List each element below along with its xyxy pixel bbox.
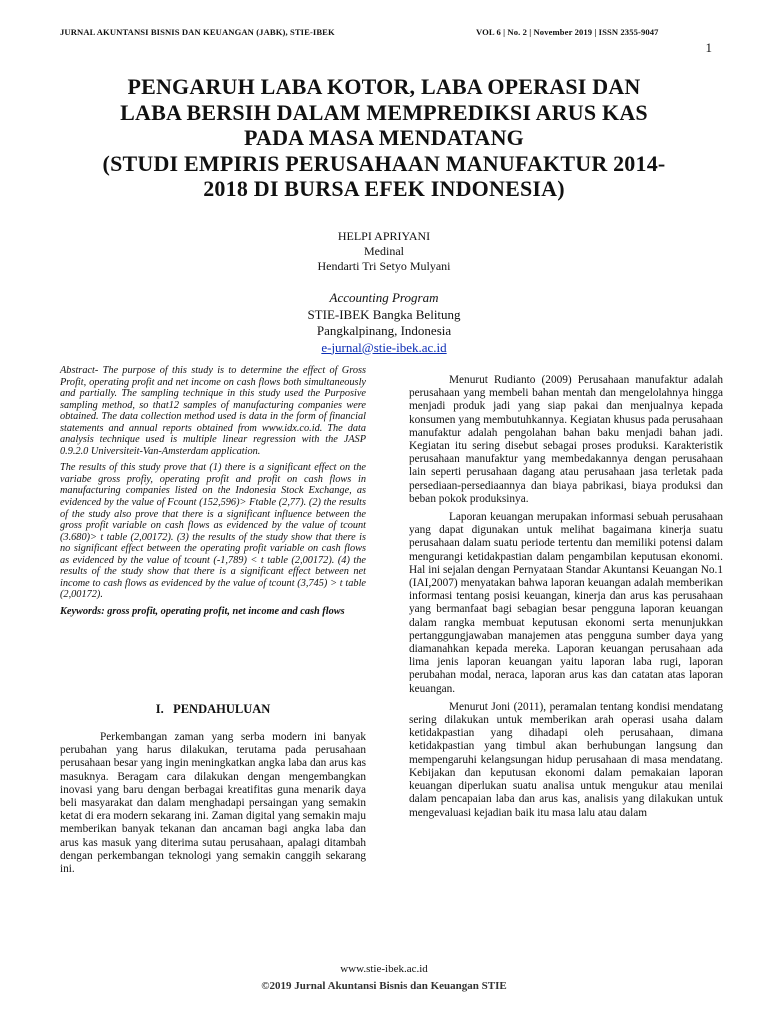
keywords: Keywords: gross profit, operating profit, net income and cash flows [60,605,345,617]
page-number: 1 [705,40,712,55]
footer-copyright: ©2019 Jurnal Akuntansi Bisnis dan Keuangan STIE [261,980,507,992]
body-paragraph: Laporan keuangan merupakan informasi sebuah perusahaan yang dapat digunakan untuk melihat bagaimana kinerja suatu perusahaan dalam suatu periode tertentu dan memiliki potensi dalam mengurangi ketidakpastian dalam pengambilan keputusan ekonomi. Hal ini sejalan dengan Pernyataan Standar Akuntansi Keuangan No.1 (IAI,2007) menyatakan bahwa laporan keuangan adalah memberikan informasi tentang posisi keuangan, kinerja dan arus kas perusahaan yang bermanfaat bagi sebagian besar pengguna laporan keuangan dalam rangka membuat keputusan ekonomi serta menunjukkan pertanggungjawaban manajemen atas pengguna sumber daya yang diamanahkan kepada mereka. Laporan keuangan perusahaan ada lima jenis laporan keuangan yaitu laporan laba rugi, laporan perubahan modal, neraca, laporan arus kas dan catatan atas laporan keuangan. [409,511,723,695]
running-header-journal: JURNAL AKUNTANSI BISNIS DAN KEUANGAN (JABK), STIE-IBEK [60,27,335,37]
title-line: LABA BERSIH DALAM MEMPREDIKSI ARUS KAS [120,99,648,125]
paper-title [60,74,708,202]
title-line: (STUDI EMPIRIS PERUSAHAAN MANUFAKTUR 2014- [102,150,666,176]
title-line: PENGARUH LABA KOTOR, LABA OPERASI DAN [127,74,641,99]
section-heading: I. PENDAHULUAN [155,702,271,716]
affiliation-block [0,290,768,356]
abstract-paragraph: The results of this study prove that (1) there is a significant effect on the variabe gross profiy, operating profit and profit on cash flows in manufacturing companies listed on the Indonesia Stock Exchange, as evidenced by the value of Fcount (152,596)> Ftable (2,77). (2) the results of the study also prove that there is a significant influence between the gross profit variable on cash flows as evidenced by the value of tcount (3.680)> t table (2,00172). (3) the results of the study show that there is no significant effect between the operating profit variable on cash flows as evidenced by the value of tcount (-1,789) < t table (2,00172). (4) the results of the study show that there is a significant effect between net income to cash flows as evidenced by the value of tcount (3,745) > t table (2,00172). [60,462,366,601]
author-name: Hendarti Tri Setyo Mulyani [317,259,451,273]
running-header-issue: VOL 6 | No. 2 | November 2019 | ISSN 2355-9047 [476,27,659,37]
affiliation-city: Pangkalpinang, Indonesia [316,323,452,338]
abstract [60,365,366,622]
left-column-body [60,731,366,881]
footer-url: www.stie-ibek.ac.id [340,963,428,975]
affiliation-program: Accounting Program [329,290,439,305]
body-paragraph: Menurut Joni (2011), peramalan tentang kondisi mendatang sering dilakukan untuk memberikan arah operasi usaha dalam ketidakpastian yang dihadapi oleh perusahaan, dimana ketidakpastian yang timbul akan berhubungan langsung dan mempengaruhi kelangsungan hidup perusahaan di masa mendatang. Kebijakan dan keputusan ekonomi dalam pemakaian laporan keuangan diperlukan suatu analisa untuk mengukur atau menilai dalam pencapaian laba dan arus kas, analisis yang dilakukan untuk mengevaluasi kejadian baik itu masa lalu atau dalam [409,700,723,819]
affiliation-institution: STIE-IBEK Bangka Belitung [307,306,461,322]
body-paragraph: Perkembangan zaman yang serba modern ini banyak perubahan yang harus dilakukan, terutama pada perusahaan perusahaan besar yang ingin meningkatkan angka laba dan arus kas masuknya. Beragam cara dilakukan dengan mengembangkan inovasi yang baru dengan berbagai kreatifitas guna menarik daya beli masyarakat dan dalam menghadapi persaingan yang semakin ketat di era modern sekarang ini. Zaman digital yang semakin maju memberikan banyak tekanan dan ancaman bagi angka laba dan arus kas masuk yang diterima sutau perusahaan, apalagi ditambah dengan perkembangan teknologi yang semakin canggih sekarang ini. [60,731,366,876]
body-paragraph: Menurut Rudianto (2009) Perusahaan manufaktur adalah perusahaan yang membeli bahan mentah dan mengelolahnya hingga menjadi produk jadi yang siap pakai dan menjualnya kepada konsumen yang membutuhkannya. Kegiatan khusus pada perusahaan manufaktur adalah pengolahan bahan baku menjadi bahan jadi. Kegiatan itu sering disebut sebagai proses produksi. Karakteristik perusahaan manufaktur yang membedakannya dengan perusahaan lain seperti perusahaan dagang atau perusahaan jasa terletak pada persediaan-persediaannya dan biaya pabrikasi, biaya produksi dan beban pokok produksinya. [409,374,723,505]
title-line: 2018 DI BURSA EFEK INDONESIA) [203,176,565,201]
author-list [0,229,768,274]
right-column-body [409,374,723,825]
author-name: Medinal [364,244,404,258]
author-name: HELPI APRIYANI [337,229,431,243]
abstract-paragraph: Abstract- The purpose of this study is to determine the effect of Gross Profit, operating profit and net income on cash flows both simultaneously and partially. The sampling technique in this study used the Purposive sampling method, so that12 samples of manufacturing companies were obtained. The data collection method used is data in the form of financial statements and annual reports obtained from www.idx.co.id. The data analysis technique used is multiple linear regression with the JASP 0.9.2.0 Universiteit-Van-Amsterdam application. [60,365,366,457]
title-line: PADA MASA MENDATANG [243,125,524,150]
email-link[interactable]: e-jurnal@stie-ibek.ac.id [321,339,447,355]
